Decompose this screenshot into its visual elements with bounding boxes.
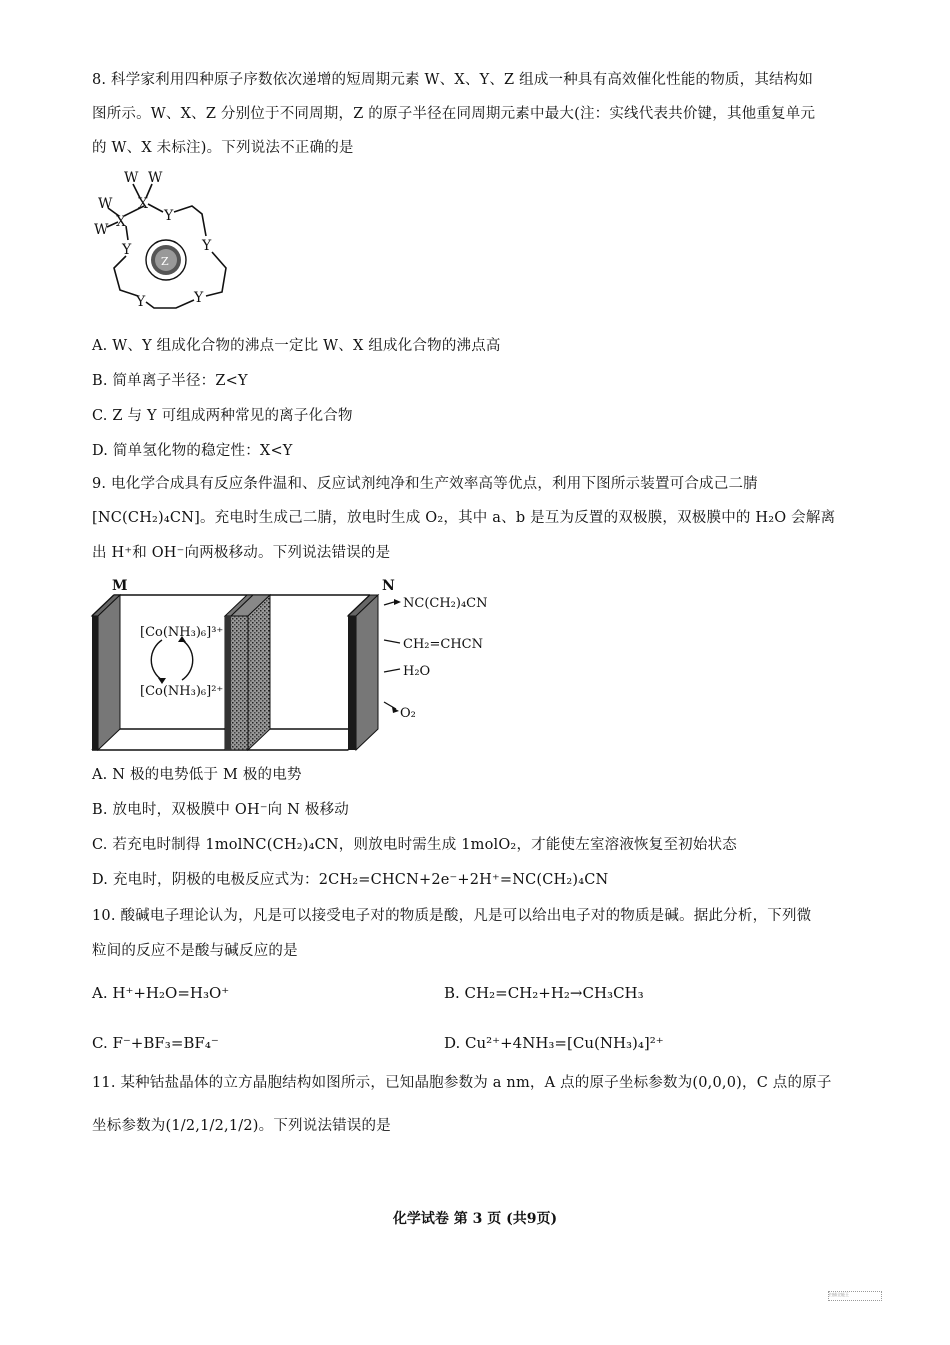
q9-option-a: A. N 极的电势低于 M 极的电势 — [92, 767, 302, 783]
q10-option-a: A. H⁺+H₂O=H₃O⁺ — [92, 984, 230, 1002]
co-complex-top: [Co(NH₃)₆]³⁺ — [140, 625, 224, 640]
q9-stem-line1: 9. 电化学合成具有反应条件温和、反应试剂纯净和生产效率高等优点，利用下图所示装置可合成己二腈 — [92, 476, 758, 492]
outlet-oxygen: O₂ — [400, 706, 416, 721]
electrode-n — [348, 595, 378, 750]
q8-option-c: C. Z 与 Y 可组成两种常见的离子化合物 — [92, 408, 353, 424]
y-label-2: Y — [122, 242, 132, 258]
q8-stem-line3: 的 W、X 未标注)。下列说法不正确的是 — [92, 140, 354, 156]
cycle-arrows-icon — [151, 636, 192, 684]
label-m: M — [112, 578, 128, 594]
bipolar-membrane — [225, 595, 270, 750]
q9-stem-line2: [NC(CH₂)₄CN]。充电时生成己二腈，放电时生成 O₂，其中 a、b 是互为反置的双极膜，双极膜中的 H₂O 会解离 — [92, 510, 836, 526]
z-label: Z — [161, 255, 169, 268]
q10-option-b: B. CH₂=CH₂+H₂→CH₃CH₃ — [444, 984, 644, 1002]
outlet-acrylonitrile: CH₂=CHCN — [403, 637, 483, 652]
q8-option-b: B. 简单离子半径：Z<Y — [92, 373, 248, 389]
w-label-3: W — [98, 196, 113, 212]
x-label-2: X — [116, 214, 126, 230]
q11-c-coordinate: (1/2,1/2,1/2) — [165, 1118, 259, 1134]
q8-stem-line1: 8. 科学家利用四种原子序数依次递增的短周期元素 W、X、Y、Z 组成一种具有高效催化性能的物质，其结构如 — [92, 72, 814, 88]
w-label-4: W — [94, 222, 109, 238]
q11-stem-suffix: 。下列说法错误的是 — [258, 1118, 391, 1134]
q10-stem-line1: 10. 酸碱电子理论认为，凡是可以接受电子对的物质是酸，凡是可以给出电子对的物质是碱。据此分析，下列微 — [92, 908, 812, 924]
q8-stem-line2: 图所示。W、X、Z 分别位于不同周期，Z 的原子半径在同周期元素中最大(注：实线代表共价键，其他重复单元 — [92, 106, 816, 122]
y-label-4: Y — [136, 294, 146, 310]
q8-option-a: A. W、Y 组成化合物的沸点一定比 W、X 组成化合物的沸点高 — [92, 338, 501, 354]
electrode-m — [92, 595, 120, 750]
x-label-1: X — [138, 196, 148, 212]
q8-option-d: D. 简单氢化物的稳定性：X<Y — [92, 443, 293, 459]
q11-stem-line2 — [92, 1116, 391, 1136]
q9-option-d: D. 充电时，阴极的电极反应式为：2CH₂=CHCN+2e⁻+2H⁺=NC(CH₂)₄CN — [92, 872, 609, 888]
w-label-1: W — [124, 170, 139, 186]
q9-electrolysis-diagram — [88, 574, 508, 756]
y-label-1: Y — [164, 208, 174, 224]
w-label-2: W — [148, 170, 163, 186]
outlet-water: H₂O — [403, 664, 431, 679]
q9-option-b: B. 放电时，双极膜中 OH⁻向 N 极移动 — [92, 802, 349, 818]
label-n: N — [382, 578, 395, 594]
q10-option-d: D. Cu²⁺+4NH₃=[Cu(NH₃)₄]²⁺ — [444, 1034, 664, 1052]
q10-stem-line2: 粒间的反应不是酸与碱反应的是 — [92, 943, 298, 959]
co-complex-bottom: [Co(NH₃)₆]²⁺ — [140, 684, 224, 699]
outlet-adiponitrile: NC(CH₂)₄CN — [403, 596, 488, 611]
q9-option-c: C. 若充电时制得 1molNC(CH₂)₄CN，则放电时需生成 1molO₂，才能使左室溶液恢复至初始状态 — [92, 837, 737, 853]
q9-stem-line3: 出 H⁺和 OH⁻向两极移动。下列说法错误的是 — [92, 545, 391, 561]
page-footer: 化学试卷 第 3 页 (共9页) — [392, 1211, 558, 1227]
q11-stem-prefix: 坐标参数为 — [92, 1118, 166, 1134]
scanner-stamp: 扫描全能王 — [828, 1291, 882, 1301]
y-label-5: Y — [194, 290, 204, 306]
q8-structure-diagram — [88, 168, 248, 328]
q10-option-c: C. F⁻+BF₃=BF₄⁻ — [92, 1034, 219, 1052]
y-label-3: Y — [202, 238, 212, 254]
q11-stem-line1: 11. 某种钴盐晶体的立方晶胞结构如图所示，已知晶胞参数为 a nm，A 点的原子坐标参数为(0,0,0)，C 点的原子 — [92, 1075, 832, 1091]
